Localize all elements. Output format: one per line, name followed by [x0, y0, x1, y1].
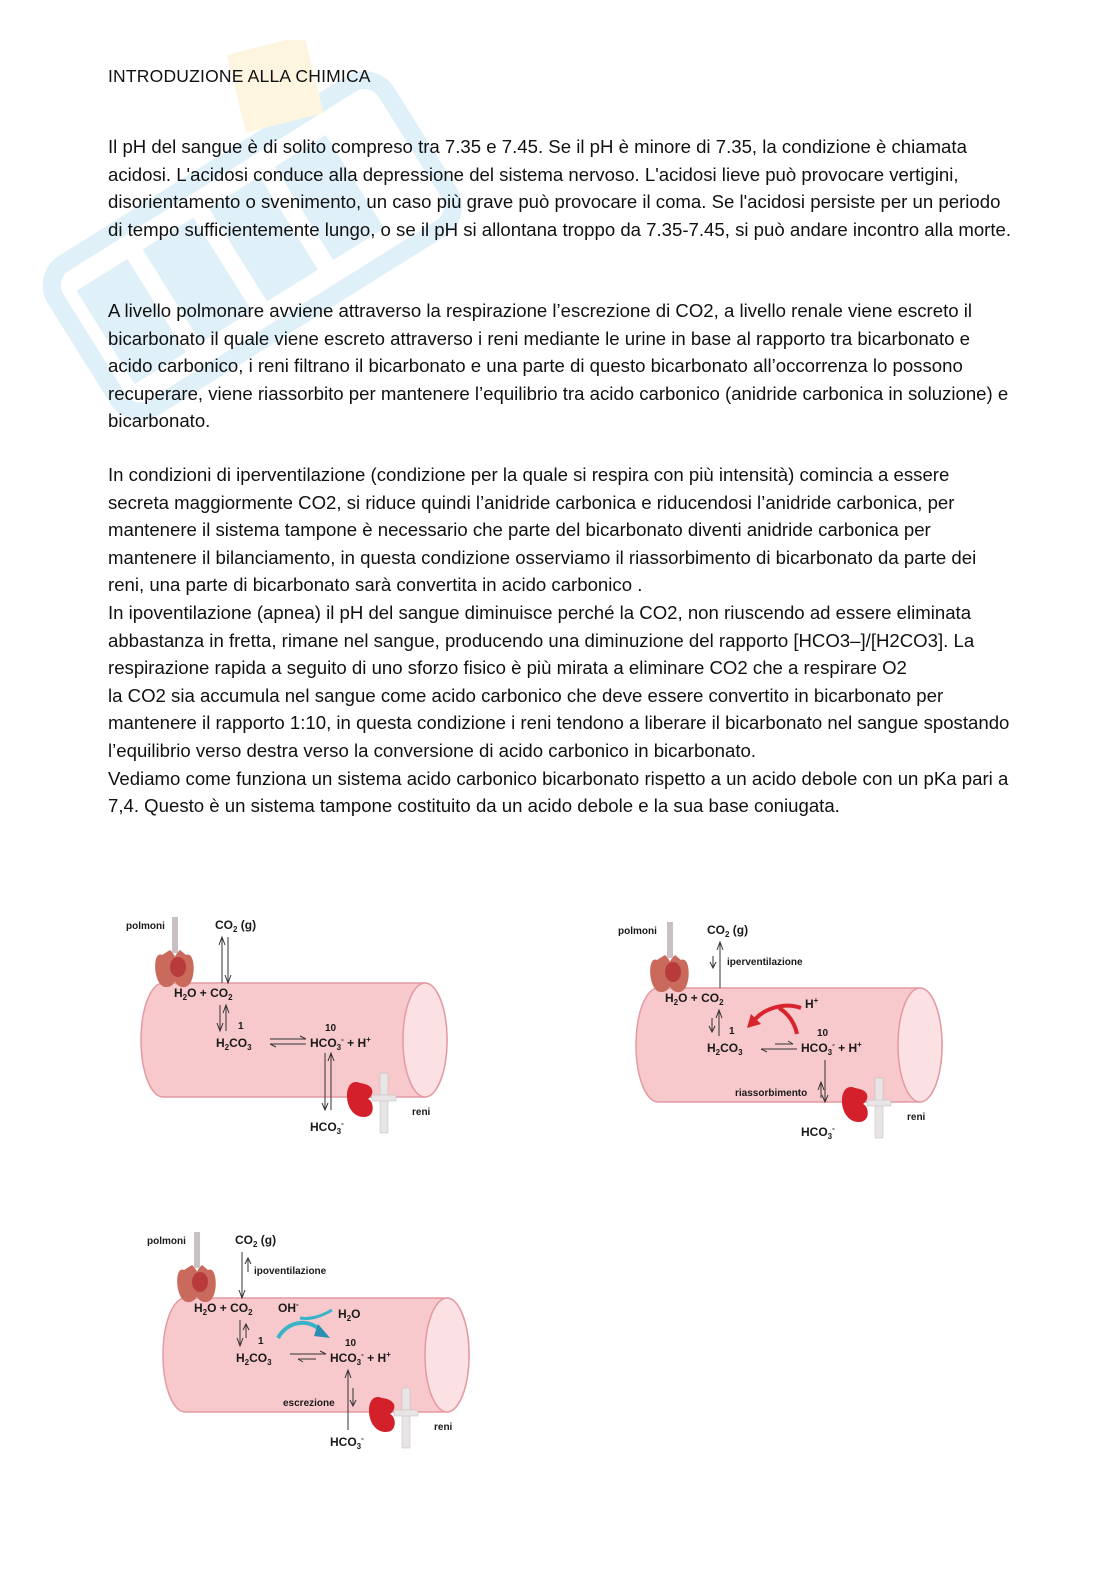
figure-buffer-normal [120, 905, 460, 1145]
oh-ion-label: OH- [278, 1300, 299, 1315]
page-title: INTRODUZIONE ALLA CHIMICA [108, 66, 371, 86]
hco3-excreted-label: $HCO_3^-$ [310, 1119, 344, 1136]
reaction-h2o-co2: $H_2O + CO_2$ [665, 991, 724, 1007]
paragraph-text: In condizioni di iperventilazione (condizione per la quale si respira con più intensità) comincia a essere secreta maggiormente CO2, si riduce quindi l’anidride carbonica e riducendosi l’anidride carbonica, per mantenere il sistema tampone è necessario che parte del bicarbonato diventi anidride carbonica per mantenere il bilanciamento, in questa condizione osserviamo il riassorbimento di bicarbonato da parte dei reni, una parte di bicarbonato sarà convertita in acido carbonico . [108, 464, 977, 596]
lungs-label: polmoni [126, 921, 165, 932]
reabsorption-label: riassorbimento [735, 1088, 808, 1099]
ratio-label-1: 1 [238, 1021, 244, 1032]
kidney-label: reni [907, 1112, 926, 1123]
ratio-label-1: 1 [258, 1336, 264, 1347]
figure-buffer-hyperventilation [615, 910, 955, 1150]
ratio-label-10: 10 [325, 1023, 337, 1034]
reaction-h2o-co2: $H_2O + CO_2$ [194, 1301, 253, 1317]
hco3-reabsorbed-label: $HCO_3^-$ [801, 1124, 835, 1141]
kidney-label: reni [412, 1107, 431, 1118]
arrows-co2-exchange [710, 942, 723, 988]
figure-buffer-hypoventilation [142, 1220, 482, 1460]
paragraph-text: Vediamo come funziona un sistema acido carbonico bicarbonato rispetto a un acido debole con un pKa pari a 7,4. Questo è un sistema tampone costituito da un acido debole e la sua base coniugata. [108, 767, 1009, 817]
lungs-label: polmoni [618, 926, 657, 937]
hco3-hplus-label: $HCO_3^- + H^+$ [801, 1040, 862, 1057]
paragraph-acidosis [108, 133, 1013, 243]
paragraph-text: la CO2 sia accumula nel sangue come acido carbonico che deve essere convertito in bicarbonato per mantenere il rapporto 1:10, in questa condizione i reni tendono a liberare il bicarbonato nel sangue spostando l’equilibrio verso destra verso la conversione di acido carbonico in bicarbonato. [108, 684, 1010, 761]
blood-vessel [163, 1298, 469, 1412]
water-product-label: $H_2O$ [338, 1307, 361, 1323]
paragraph-text: A livello polmonare avviene attraverso la respirazione l’escrezione di CO2, a livello renale viene escreto il bicarbonato il quale viene escreto attraverso i reni mediante le urine in base al rapporto tra bicarbonato e acido carbonico, i reni filtrano il bicarbonato e una parte di questo bicarbonato all’occorrenza lo possono recuperare, viene riassorbito per mantenere l’equilibrio tra acido carbonico (anidride carbonica in soluzione) e bicarbonato. [108, 300, 1009, 432]
co2-gas-label: $CO_2$ (g) [707, 923, 749, 939]
lungs-label: polmoni [147, 1236, 186, 1247]
arrows-co2-exchange [219, 937, 231, 983]
ratio-label-10: 10 [345, 1338, 357, 1349]
reaction-h2o-co2: $H_2O + CO_2$ [174, 986, 233, 1002]
hco3-hplus-label: $HCO_3^- + H^+$ [330, 1350, 391, 1367]
paragraph-renal [108, 297, 1013, 435]
hco3-excreted-label: $HCO_3^-$ [330, 1434, 364, 1451]
kidney-label: reni [434, 1422, 453, 1433]
ratio-label-10: 10 [817, 1028, 829, 1039]
excretion-label: escrezione [283, 1398, 335, 1409]
h2co3-label: $H_2CO_3$ [236, 1351, 272, 1367]
hplus-ion-label: H+ [805, 996, 819, 1011]
hco3-hplus-label: $HCO_3^- + H^+$ [310, 1035, 371, 1052]
hyperventilation-label: iperventilazione [727, 957, 803, 968]
h2co3-label: $H_2CO_3$ [216, 1036, 252, 1052]
paragraph-ventilation [108, 461, 1013, 820]
paragraph-text: Il pH del sangue è di solito compreso tra 7.35 e 7.45. Se il pH è minore di 7.35, la condizione è chiamata acidosi. L'acidosi conduce alla depressione del sistema nervoso. L'acidosi lieve può provocare vertigini, disorientamento o svenimento, un caso più grave può provocare il coma. Se l'acidosi persiste per un periodo di tempo sufficientemente lungo, o se il pH si allontana troppo da 7.35-7.45, si può andare incontro alla morte. [108, 136, 1012, 240]
hypoventilation-label: ipoventilazione [254, 1266, 327, 1277]
h2co3-label: $H_2CO_3$ [707, 1041, 743, 1057]
ratio-label-1: 1 [729, 1026, 735, 1037]
paragraph-text: In ipoventilazione (apnea) il pH del sangue diminuisce perché la CO2, non riuscendo ad essere eliminata abbastanza in fretta, rimane nel sangue, producendo una diminuzione del rapporto [HCO3–]/[H2CO3]. La respirazione rapida a seguito di uno sforzo fisico è più mirata a eliminare CO2 che a respirare O2 [108, 601, 975, 679]
co2-gas-label: $CO_2$ (g) [215, 918, 257, 934]
co2-gas-label: $CO_2$ (g) [235, 1233, 277, 1249]
arrows-co2-exchange [239, 1252, 251, 1298]
